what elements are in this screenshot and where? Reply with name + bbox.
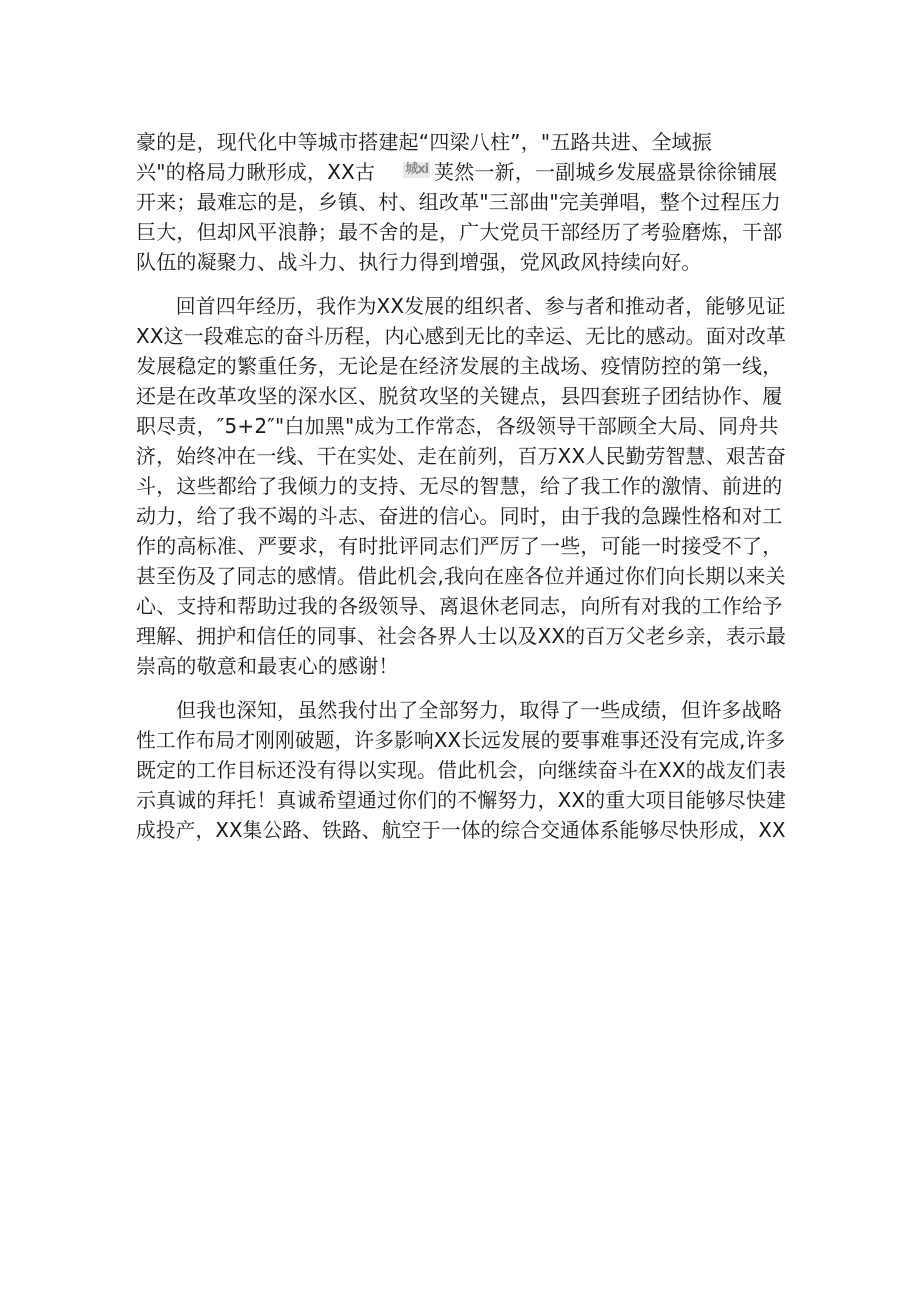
text-line: 成投产，XX集公路、铁路、航空于一体的综合交通体系能够尽快形成，XX (136, 818, 786, 842)
text-line: 济，始终冲在一线、干在实处、走在前列，百万XX人民勤劳智慧、艰苦奋 (136, 444, 787, 468)
text-line: 示真诚的拜托！真诚希望通过你们的不懈努力，XX的重大项目能够尽快建 (136, 788, 787, 812)
text-line: 作的高标准、严要求，有时批评同志们严厉了一些，可能一时接受不了， (136, 534, 783, 558)
paragraph-1 (136, 127, 786, 277)
paragraph-2 (136, 291, 786, 681)
text-line: 巨大，但却风平浪静；最不舍的是，广大党员干部经历了考验磨炼，干部 (136, 220, 783, 244)
text-line: 回首四年经历，我作为XX发展的组织者、参与者和推动者，能够见证 (175, 294, 786, 318)
watermark-stamp: 城xi (405, 162, 429, 177)
body-text (136, 127, 786, 845)
text-line: 动力，给了我不竭的斗志、奋进的信心。同时，由于我的急躁性格和对工 (136, 504, 783, 528)
text-line: 发展稳定的繁重任务，无论是在经济发展的主战场、疫情防控的第一线， (136, 354, 783, 378)
text-segment: 荚然一新，一副城乡发展盛景徐徐铺展 (434, 160, 778, 184)
text-segment: 兴"的格局力瞅形成，XX古 (136, 160, 376, 184)
text-line: 崇高的敬意和最衷心的感谢！ (136, 654, 399, 678)
text-line: 甚至伤及了同志的感情。借此机会,我向在座各位并通过你们向长期以来关 (136, 564, 786, 588)
text-line: 豪的是，现代化中等城市搭建起“四梁八柱”，"五路共进、全域振 (136, 130, 712, 154)
text-line: 队伍的凝聚力、战斗力、执行力得到增强，党风政风持续向好。 (136, 250, 702, 274)
text-line: XX这一段难忘的奋斗历程，内心感到无比的幸运、无比的感动。面对改革 (136, 324, 787, 348)
text-line: 理解、拥护和信任的同事、社会各界人士以及XX的百万父老乡亲，表示最 (136, 624, 787, 648)
text-line: 斗，这些都给了我倾力的支持、无尽的智慧，给了我工作的激情、前进的 (136, 474, 783, 498)
text-line: 开来；最难忘的是，乡镇、村、组改革"三部曲"完美弹唱，整个过程压力 (136, 190, 781, 214)
text-line (136, 157, 786, 187)
text-line: 性工作布局才刚刚破题，许多影响XX长远发展的要事难事还没有完成,许多 (136, 728, 786, 752)
paragraph-3 (136, 695, 786, 845)
text-line: 还是在改革攻坚的深水区、脱贫攻坚的关键点，县四套班子团结协作、履 (136, 384, 783, 408)
text-line: 心、支持和帮助过我的各级领导、离退休老同志，向所有对我的工作给予 (136, 594, 783, 618)
text-line: 但我也深知，虽然我付出了全部努力，取得了一些成绩，但许多战略 (176, 698, 782, 722)
text-line: 既定的工作目标还没有得以实现。借此机会，向继续奋斗在XX的战友们表 (136, 758, 787, 782)
text-line: 职尽责，″5+2″"白加黑"成为工作常态，各级领导干部顾全大局、同舟共 (136, 414, 779, 438)
